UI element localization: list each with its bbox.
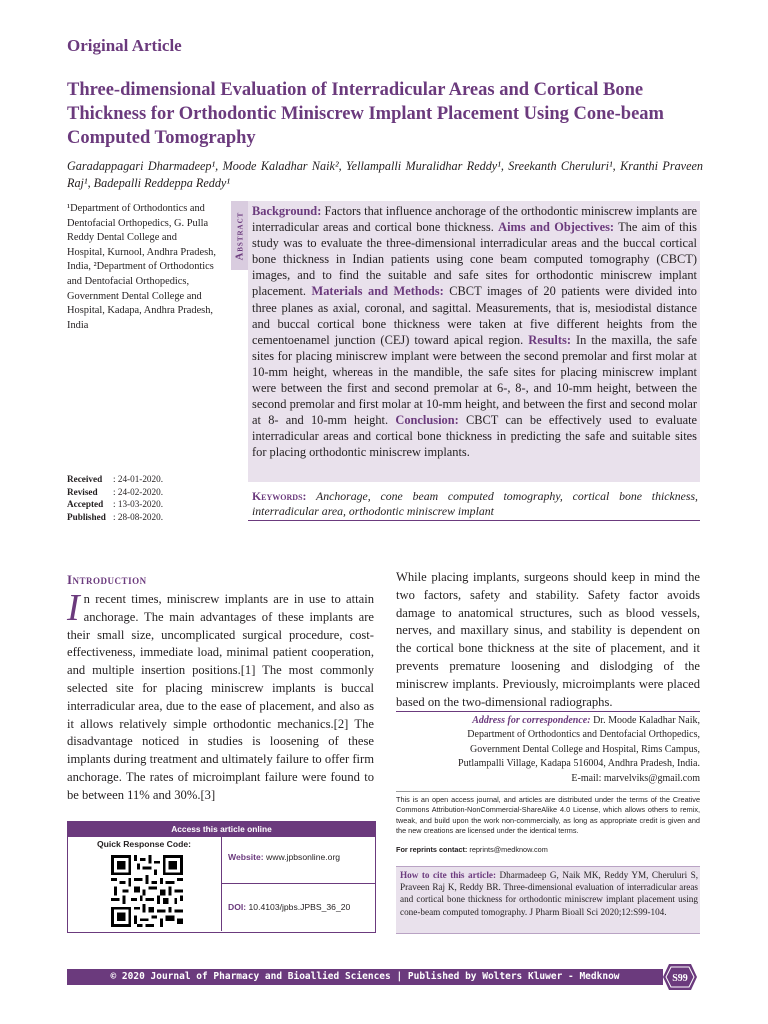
correspondence-label: Address for correspondence: — [472, 715, 591, 726]
access-online-header: Access this article online — [68, 821, 375, 837]
license-divider — [396, 791, 700, 792]
page-number-badge — [663, 964, 697, 990]
affiliation-text: ¹Department of Orthodontics and Dentofacial Orthopedics, G. Pulla Reddy Dental College and Hospital, Kurnool, Andhra Pradesh, India, ²Department of Orthodontics and Dentofacial Orthopedics, Government Dental College and Hospital, Kadapa, Andhra Pradesh, India — [67, 203, 216, 331]
reprints-contact — [396, 845, 700, 854]
aims-label: Aims and Objectives: — [498, 220, 615, 235]
aims-text: The aim of this study was to evaluate the three-dimensional interradicular areas and the buccal cortical bone thickness in Indian patients using cone beam computed tomography (CBCT) images, and to find the suitable and safe sites for orthodontic miniscrew implant placement. — [252, 220, 697, 299]
correspondence-email[interactable]: E-mail: marvelviks@gmail.com — [571, 772, 700, 784]
results-label: Results: — [528, 332, 571, 347]
citation-text — [400, 869, 698, 918]
methods-text: CBCT images of 20 patients were divided into three planes as axial, coronal, and sagittal. Measurements, that is, mesiodistal distance and buccal cortical bone thickness were taken at five different heights from the cementoenamel junction (CEJ) toward apical region. — [252, 284, 697, 347]
conclusion-text: CBCT can be effectively used to evaluate interradicular areas and cortical bone thickness in predicting the safe and suitable sites for placing orthodontic miniscrew implants. — [252, 413, 698, 460]
keywords-label: Keywords: — [252, 489, 307, 503]
correspondence-line: Department of Orthodontics and Dentofacial Orthopedics, — [467, 729, 700, 741]
doi-link[interactable]: 10.4103/jpbs.JPBS_36_20 — [248, 902, 351, 912]
introduction-text — [67, 587, 374, 805]
background-label: Background: — [252, 204, 322, 218]
article-type: Original Article — [67, 36, 182, 55]
license-text: This is an open access journal, and articles are distributed under the terms of the Creative Commons Attribution-NonCommercial-ShareAlike 4.0 License, which allows others to remix, tweak, and build upon the work non-commercially, as long as appropriate credit is given and the new creations are licensed under the identical terms. — [396, 795, 700, 836]
conclusion-label: Conclusion: — [395, 413, 459, 428]
abstract-tab — [231, 201, 248, 270]
reprints-label: For reprints contact: — [396, 845, 468, 854]
doi-label: DOI: — [228, 902, 247, 912]
correspondence-divider — [396, 711, 700, 712]
keywords — [252, 489, 698, 519]
footer-bar: © 2020 Journal of Pharmacy and Bioallied Sciences | Published by Wolters Kluwer - Medknow — [67, 969, 663, 985]
affiliations — [67, 202, 217, 333]
correspondence-address — [396, 714, 700, 786]
results-text: In the maxilla, the safe sites for placing miniscrew implant were between the second premolar and first molar at 10-mm height, whereas in the mandible, the safe sites for placing miniscrew implant were between the first and second premolar at 6-, 8-, and 10-mm height, between the second premolar and first molar at 10-mm height, and between the first and second molar at 8- and 10-mm height. — [252, 332, 697, 428]
website-label: Website: — [228, 852, 264, 862]
introduction-body: n recent times, miniscrew implants are in use to attain anchorage. The main advantages of these implants are their small size, uncomplicated surgical procedure, cost-effectiveness, immediate load, minimal patient cooperation, and multiple insertion positions.[1] The most commonly selected site for placing miniscrew implants is buccal interradicular area, due to the ease of placement, and also as it allows relatively simple orthodontic mechanics.[2] The disadvantage noticed in studies is loosening of these implants during treatment and ultimately failure to offer firm anchorage. The rates of microimplant failure were found to be between 11% and 30%.[3] — [67, 592, 374, 802]
abstract-text — [252, 203, 697, 461]
website-link[interactable]: www.jpbsonline.org — [266, 852, 341, 862]
qr-code-icon[interactable] — [111, 855, 183, 927]
correspondence-line: Dr. Moode Kaladhar Naik, — [593, 715, 700, 726]
citation-label: How to cite this article: — [400, 870, 497, 880]
keywords-divider — [248, 520, 700, 521]
correspondence-line: Government Dental College and Hospital, Rims Campus, — [470, 743, 700, 755]
date-accepted: Accepted : 13-03-2020. — [67, 499, 164, 510]
column-2-text: While placing implants, surgeons should keep in mind the two factors, safety and stability. Safety factor avoids damage to anatomical structures, such as blood vessels, nerves, and maxillary sinus, and stability is dependent on the cortical bone thickness at the site of placement, and it prevents premature loosening and dislodging of the miniscrew implants. Previously, microimplants were placed based on the two-dimensional radiographs. — [396, 570, 700, 709]
background-text: Factors that influence anchorage of the orthodontic miniscrew implants are interradicular areas and cortical bone thickness. — [252, 204, 697, 235]
abstract-label: Abstract — [234, 211, 245, 260]
access-divider — [221, 837, 222, 931]
author-list: Garadappagari Dharmadeep¹, Moode Kaladhar Naik², Yellampalli Muralidhar Reddy¹, Sreekanth Cheruluri¹, Kranthi Praveen Raj¹, Badepalli Reddeppa Reddy¹ — [67, 159, 703, 190]
reprints-email[interactable]: reprints@medknow.com — [469, 845, 548, 854]
publication-dates — [67, 473, 163, 523]
page-number: S99 — [672, 973, 688, 984]
keywords-text: Anchorage, cone beam computed tomography, cortical bone thickness, interradicular area, orthodontic miniscrew implant — [252, 489, 698, 518]
article-title: Three-dimensional Evaluation of Interradicular Areas and Cortical Bone Thickness for Orthodontic Miniscrew Implant Placement Using Cone-beam Computed Tomography — [67, 80, 664, 148]
qr-label: Quick Response Code: — [96, 839, 192, 849]
correspondence-line: Putlampalli Village, Kadapa 516004, Andhra Pradesh, India. — [458, 758, 700, 770]
date-published: Published : 28-08-2020. — [67, 511, 164, 522]
date-received: Received : 24-01-2020. — [67, 474, 164, 484]
citation-body: Dharmadeep G, Naik MK, Reddy YM, Cheruluri S, Praveen Raj K, Reddy BR. Three-dimensional evaluation of interradicular areas and cortical bone thickness for orthodontic miniscrew implant placement using cone-beam computed tomography. J Pharm Bioall Sci 2020;12:S99-104. — [400, 870, 698, 917]
introduction-heading: Introduction — [67, 572, 147, 587]
access-divider — [221, 883, 375, 884]
date-revised: Revised : 24-02-2020. — [67, 486, 164, 497]
methods-label: Materials and Methods: — [311, 284, 444, 299]
website-info — [228, 852, 340, 862]
drop-cap: I — [67, 587, 80, 629]
doi-info — [228, 902, 350, 912]
